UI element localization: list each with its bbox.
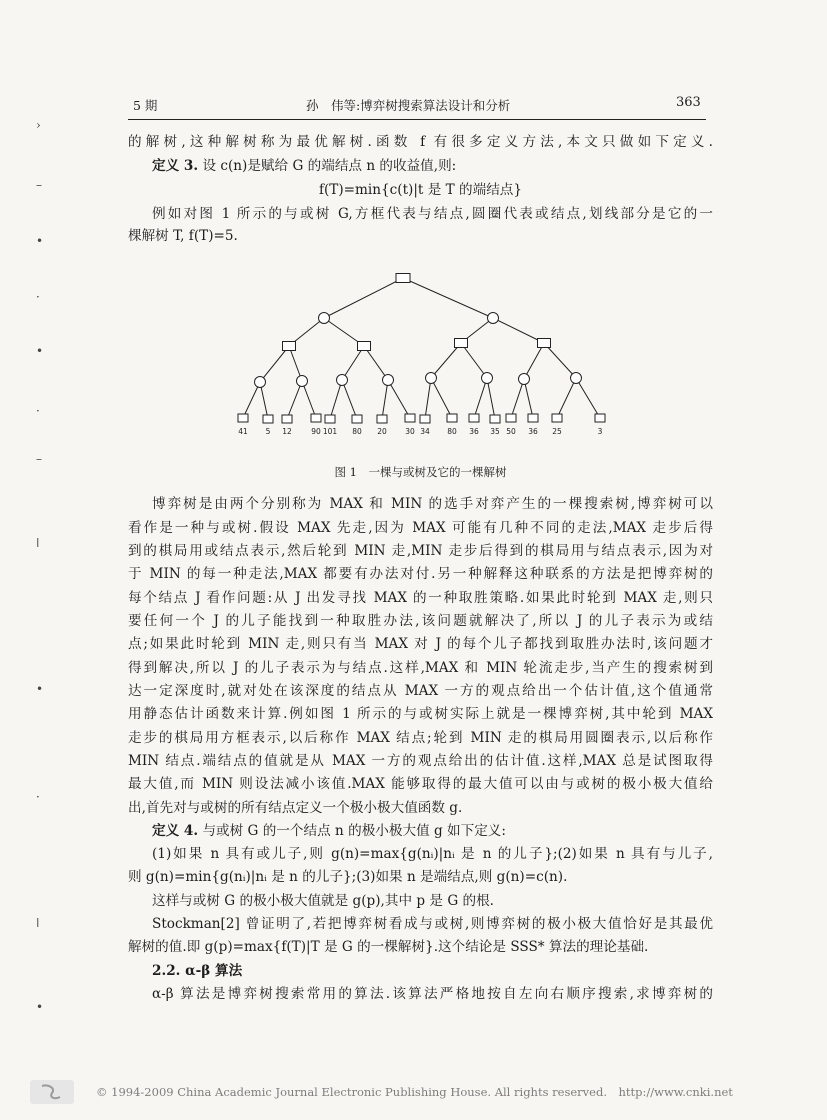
text-line: 则 g(n)=min{g(nᵢ)|nᵢ 是 n 的儿子};(3)如果 n 是端结点,则 g(n)=c(n). [128,869,568,885]
and-node-box [358,342,371,351]
text-line: 例如对图 1 所示的与或树 G,方框代表与结点,圆圈代表或结点,划线部分是它的一 [152,206,713,222]
tree-edge [493,318,544,343]
scan-speck: › [36,118,41,132]
leaf-value-label: 50 [506,427,516,436]
or-node-circle [519,374,530,385]
tree-edge [544,343,576,378]
text-line: 要任何一个 J 的儿子能找到一种取胜办法,该问题就解决了,所以 J 的儿子表示为或结 [128,613,713,629]
text-line: 达一定深度时,就对处在该深度的结点从 MAX 一方的观点给出一个估计值,这个值通常 [128,683,713,699]
leaf-node-box [377,415,387,423]
leaf-node-box [325,415,335,423]
definition-label: 定义 3. [152,158,199,174]
text-line: 最大值,而 MIN 则设法减小该值.MAX 能够取得的最大值可以由与或树的极小极大值给 [128,776,713,792]
leaf-value-label: 35 [490,427,500,436]
text-line: (1)如果 n 具有或儿子,则 g(n)=max{g(nᵢ)|nᵢ 是 n 的儿子};(2)如果 n 具有与儿子, [152,846,713,862]
tree-edge [524,343,544,379]
tree-edge [388,380,410,418]
tree-edge [342,380,357,419]
or-node-circle [488,313,499,324]
leaf-value-label: 101 [322,427,338,436]
text-line: 看作是一种与或树.假设 MAX 先走,因为 MAX 可能有几种不同的走法,MAX 走步后得 [128,520,713,536]
tree-edge [260,346,289,382]
text-line: 点;如果此时轮到 MIN 走,则只有当 MAX 对 J 的每个儿子都找到取胜办法时,该问题才 [128,636,713,652]
definition-text: 与或树 G 的一个结点 n 的极小极大值 g 如下定义: [202,823,506,839]
scan-speck: • [36,344,44,358]
tree-edge [461,343,487,378]
definition-label: 定义 4. [152,823,199,839]
definition-4 [152,821,737,841]
tree-edge [425,378,431,419]
tree-edge [557,378,576,418]
leaf-value-label: 30 [405,427,415,436]
scan-speck: ǀ [36,916,40,930]
leaf-value-label: 3 [597,427,603,436]
scan-speck: – [36,178,42,192]
leaf-value-label: 36 [528,427,538,436]
text-line: 于 MIN 的每一种走法,MAX 都要有办法对付.另一种解释这种联系的方法是把博弈树的 [128,566,713,582]
definition-text: 设 c(n)是赋给 G 的端结点 n 的收益值,则: [202,158,457,174]
or-node-circle [482,373,493,384]
text-line: 的解树,这种解树称为最优解树.函数 f 有很多定义方法,本文只做如下定义. [128,134,713,150]
or-node-circle [571,373,582,384]
leaf-node-box [528,414,538,422]
and-node-box [283,342,296,351]
leaf-node-box [263,415,273,423]
leaf-node-box [469,414,479,422]
text-line: 得到解决,所以 J 的儿子表示为与结点.这样,MAX 和 MIN 轮流走步,当产生的搜索树到 [128,660,713,676]
figure-1-tree [0,0,827,460]
text-line: 这样与或树 G 的极小极大值就是 g(p),其中 p 是 G 的根. [152,893,495,909]
text-line: MIN 结点.端结点的值就是从 MAX 一方的观点给出的估计值.这样,MAX 总是试图取得 [128,753,713,769]
or-node-circle [255,377,266,388]
leaf-value-label: 20 [377,427,387,436]
leaf-node-box [595,414,605,422]
tree-edge [511,379,524,418]
text-line: 棵解树 T, f(T)=5. [128,228,238,244]
leaf-node-box [238,414,248,422]
text-line: Stockman[2] 曾证明了,若把博弈树看成与或树,则博弈树的极小极大值恰好是其最优 [152,916,713,932]
text-line: 走步的棋局用方框表示,以后称作 MAX 结点;轮到 MIN 走的棋局用圆圈表示,以后称作 [128,730,713,746]
text-line: 用静态估计函数来计算.例如图 1 所示的与或树实际上就是一棵博弈树,其中轮到 MAX [128,706,713,722]
scan-speck: • [36,682,44,696]
or-node-circle [383,375,394,386]
or-node-circle [337,375,348,386]
leaf-node-box [420,415,430,423]
leaf-node-box [447,414,457,422]
text-line: 博弈树是由两个分别称为 MAX 和 MIN 的选手对弈产生的一棵搜索树,博弈树可以 [152,496,713,512]
running-title: 孙 伟等:博弈树搜索算法设计和分析 [306,98,511,113]
formula-f: f(T)=min{c(t)|t 是 T 的端结点} [318,182,523,198]
scan-speck: · [36,404,40,418]
or-node-circle [297,376,308,387]
leaf-node-box [490,415,500,423]
or-node-circle [319,313,330,324]
leaf-value-label: 80 [352,427,362,436]
figure-caption: 图 1 一棵与或树及它的一棵解树 [334,465,507,479]
tree-edge [287,381,302,419]
leaf-value-label: 12 [282,427,292,436]
leaf-value-label: 5 [265,427,271,436]
tree-edge [324,278,403,318]
tree-edge [474,378,487,418]
leaf-node-box [352,415,362,423]
page-number: 363 [676,95,701,110]
text-line: α-β 算法是博弈树搜索常用的算法.该算法严格地按自左向右顺序搜索,求博弈树的 [152,986,713,1002]
leaf-value-label: 25 [552,427,562,436]
scan-speck: – [36,452,42,466]
scan-speck: · [36,290,40,304]
tree-edges [243,278,600,419]
or-node-circle [426,373,437,384]
section-heading: 2.2. α-β 算法 [152,963,243,979]
text-line: 每个结点 J 看作问题:从 J 出发寻找 MAX 的一种取胜策略.如果此时轮到 MAX 走,则只 [128,590,713,606]
scan-speck: ǀ [36,536,40,550]
leaf-value-label: 80 [447,427,457,436]
tree-nodes [238,274,605,424]
leaf-node-box [282,415,292,423]
copyright-footer: © 1994-2009 China Academic Journal Electronic Publishing House. All rights reserved. http://www.cnki.net [96,1085,733,1099]
tree-edge [330,380,342,419]
text-line: 到的棋局用或结点表示,然后轮到 MIN 走,MIN 走步后得到的棋局用与结点表示,因为对 [128,543,713,559]
text-line: 解树的值.即 g(p)=max{f(T)|T 是 G 的一棵解树}.这个结论是 SSS* 算法的理论基础. [128,939,649,955]
and-node-box [396,274,410,283]
scan-speck: • [36,234,44,248]
text-line: 出,首先对与或树的所有结点定义一个极小极大值函数 g. [128,800,463,816]
leaf-value-label: 34 [420,427,430,436]
and-node-box [455,339,468,348]
tree-edge [431,343,461,378]
leaf-node-box [311,414,321,422]
tree-edge [403,278,493,318]
issue-number: 5 期 [133,98,158,113]
scan-speck: • [36,1000,44,1014]
and-node-box [538,339,551,348]
leaf-value-label: 90 [311,427,321,436]
tree-edge [487,378,495,419]
leaf-labels [238,427,602,436]
leaf-value-label: 36 [469,427,479,436]
tree-edge [364,346,388,380]
tree-edge [576,378,600,418]
leaf-node-box [552,414,562,422]
cnki-logo-icon [30,1080,74,1104]
leaf-node-box [405,414,415,422]
tree-edge [524,379,533,418]
tree-edge [431,378,452,418]
leaf-value-label: 41 [238,427,248,436]
scan-speck: · [36,790,40,804]
leaf-node-box [506,414,516,422]
tree-edge [342,346,364,380]
